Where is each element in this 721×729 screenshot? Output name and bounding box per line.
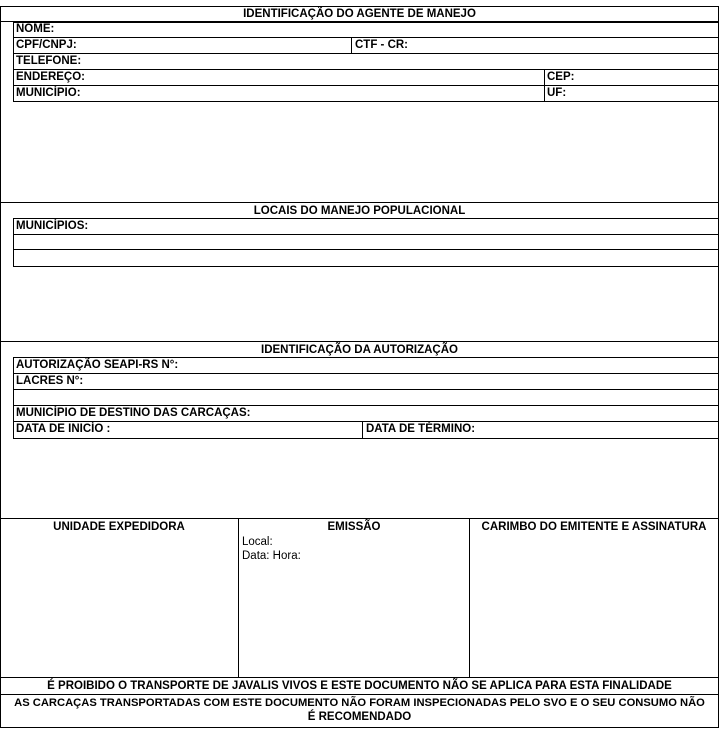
row-line: [13, 389, 718, 390]
field-cep: CEP:: [547, 71, 575, 83]
aviso-transporte: É PROIBIDO O TRANSPORTE DE JAVALIS VIVOS E ESTE DOCUMENTO NÃO SE APLICA PARA ESTA FINALIDADE: [47, 680, 672, 692]
field-left-border: [13, 218, 14, 266]
row-line: [13, 373, 718, 374]
field-endereco: ENDEREÇO:: [16, 71, 86, 83]
frame-right: [718, 6, 719, 727]
section-divider: [0, 202, 719, 203]
frame-bottom: [0, 727, 719, 728]
emissao-label: EMISSÃO: [327, 521, 381, 533]
field-data-termino: DATA DE TÉRMINO:: [366, 423, 476, 435]
row-line: [13, 266, 718, 267]
section-title-autorizacao: IDENTIFICAÇÃO DA AUTORIZAÇÃO: [261, 344, 458, 356]
field-lacres: LACRES N°:: [16, 375, 84, 387]
aviso-consumo-line2: É RECOMENDADO: [307, 711, 412, 723]
section-divider: [0, 677, 719, 678]
field-left-border: [13, 357, 14, 438]
field-municipio-destino: MUNICÍPIO DE DESTINO DAS CARCAÇAS:: [16, 407, 251, 419]
field-left-border: [13, 22, 14, 101]
field-uf: UF:: [547, 87, 567, 99]
field-municipios: MUNICÍPIOS:: [16, 220, 89, 232]
column-divider: [238, 518, 239, 677]
carimbo-label: CARIMBO DO EMITENTE E ASSINATURA: [481, 521, 707, 533]
row-line: [13, 69, 718, 70]
section-title-locais: LOCAIS DO MANEJO POPULACIONAL: [253, 205, 466, 217]
frame-left: [0, 6, 1, 727]
section-title-agente: IDENTIFICAÇÃO DO AGENTE DE MANEJO: [243, 8, 476, 20]
aviso-consumo-line1: AS CARCAÇAS TRANSPORTADAS COM ESTE DOCUMENTO NÃO FORAM INSPECIONADAS PELO SVO E O SEU CONSUMO NÃO: [14, 697, 705, 709]
row-line: [13, 234, 718, 235]
field-ctf-cr: CTF - CR:: [355, 39, 409, 51]
column-divider: [469, 518, 470, 677]
section-divider: [0, 518, 719, 519]
field-telefone: TELEFONE:: [16, 55, 82, 67]
cell-divider: [362, 422, 363, 438]
row-line: [13, 101, 718, 102]
field-municipio: MUNICÍPIO:: [16, 87, 81, 99]
section-divider: [0, 341, 719, 342]
row-line: [13, 22, 718, 23]
row-line: [13, 218, 718, 219]
emissao-local: Local:: [242, 536, 273, 548]
emissao-data-hora: Data: Hora:: [242, 550, 301, 562]
row-line: [13, 85, 718, 86]
row-line: [13, 249, 718, 250]
field-cpf-cnpj: CPF/CNPJ:: [16, 39, 77, 51]
field-nome: NOME:: [16, 23, 55, 35]
field-data-inicio: DATA DE INICÍO :: [16, 423, 111, 435]
cell-divider: [351, 38, 352, 53]
section-divider: [0, 694, 719, 695]
unidade-expedidora-label: UNIDADE EXPEDIDORA: [53, 521, 185, 533]
row-line: [13, 438, 718, 439]
field-autorizacao-seapi: AUTORIZAÇÃO SEAPI-RS N°:: [16, 359, 179, 371]
row-line: [13, 53, 718, 54]
